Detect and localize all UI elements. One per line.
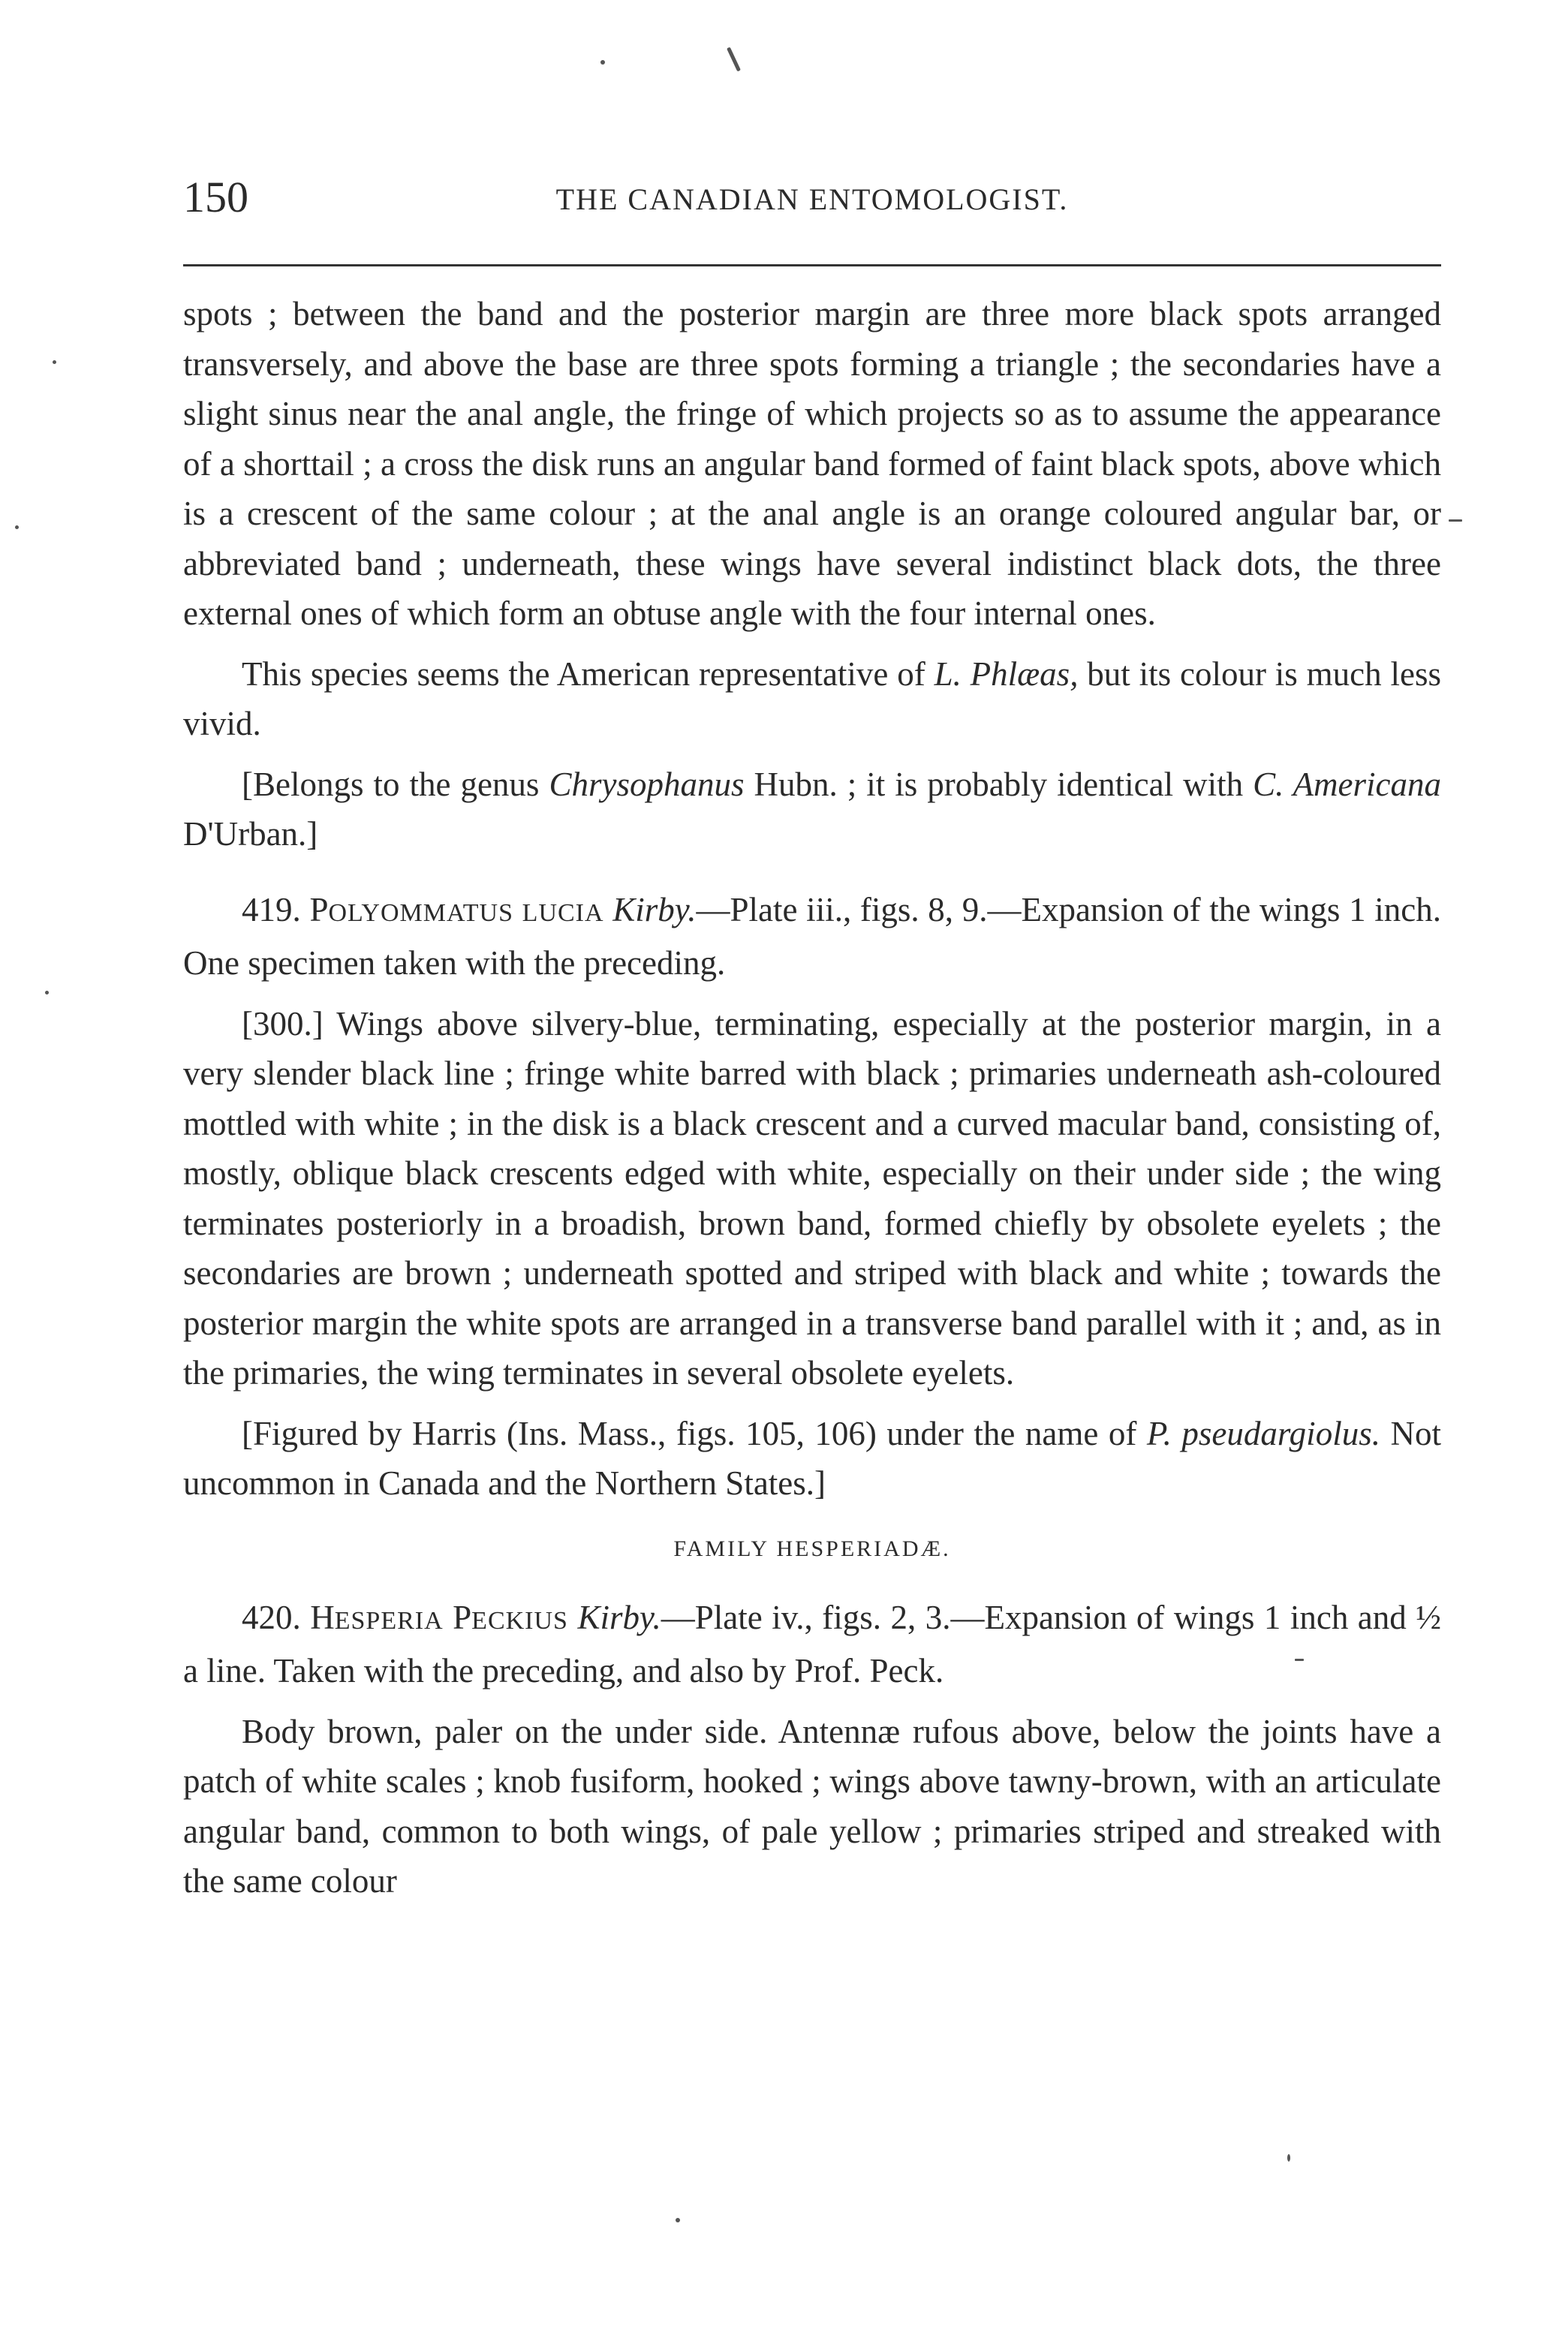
scan-speck (15, 525, 19, 529)
entry-419-harris-note: [Figured by Harris (Ins. Mass., figs. 105, 106) under the name of P. pseudargiolus. Not uncommon in Canada and the Northern States.] (183, 1414, 1441, 1502)
species-name-italic: L. Phlæas, (934, 654, 1079, 693)
genus-name-italic: Chrysophanus (549, 765, 745, 803)
scan-speck (1449, 519, 1462, 522)
scan-speck (600, 60, 605, 65)
entry-420-heading: 420. HESPERIA PECKIUS Kirby.—Plate iv., figs. 2, 3.—Expansion of wings 1 inch and ½ a line. Taken with the preceding, and also by Prof. Peck. (183, 1598, 1442, 1690)
species-smallcaps: LUCIA (522, 898, 604, 927)
paragraph-chrysophanus-note: [Belongs to the genus Chrysophanus Hubn. ; it is probably identical with C. Americana D'Urban.] (183, 765, 1441, 853)
author-name: Kirby. (577, 1598, 661, 1636)
paragraph-phlaeas-note: This species seems the American representative of L. Phlæas, but its colour is much less vivid. (183, 654, 1441, 742)
entry-419-description: [300.] Wings above silvery-blue, terminating, especially at the posterior margin, in a very slender black line ; fringe white barred with black ; primaries underneath ash-coloured mottled with white ; in the disk is a black crescent and a curved macular band, consisting of, mostly, oblique black crescents edged with white, especially on their under side ; the wing terminates posteriorly in a broadish, brown band, formed chiefly by obsolete eyelets ; the secondaries are brown ; underneath spotted and striped with black and white ; towards the posterior margin the white spots are arranged in a transverse band parallel with it ; and, as in the primaries, the wing terminates in several obsolete eyelets. (183, 1004, 1441, 1392)
scan-speck (53, 360, 56, 364)
paragraph-continued: spots ; between the band and the posterior margin are three more black spots arranged transversely, and above the base are three spots forming a triangle ; the secondaries have a slight sinus near the anal angle, the fringe of which projects so as to assume the appearance of a shorttail ; a cross the disk runs an angular band formed of faint black spots, above which is a crescent of the same colour ; at the anal angle is an orange coloured angular bar, or abbreviated band ; underneath, these wings have several indistinct black dots, the three external ones of which form an obtuse angle with the four internal ones. (183, 295, 1441, 632)
species-name-italic: P. pseudargiolus. (1146, 1414, 1380, 1452)
header-rule (183, 264, 1441, 266)
entry-419-heading: 419. POLYOMMATUS LUCIA Kirby.—Plate iii., figs. 8, 9.—Expansion of the wings 1 inch. One specimen taken with the preceding. (183, 890, 1442, 982)
scan-speck (1295, 1659, 1304, 1661)
body-text (183, 289, 1441, 1917)
scan-speck (676, 2218, 680, 2222)
family-heading: FAMILY HESPERIADÆ. (673, 1536, 951, 1561)
page-header (183, 171, 1441, 224)
entry-number: 420. (242, 1598, 301, 1636)
page-number: 150 (183, 173, 248, 221)
author-name: Kirby. (612, 890, 697, 928)
scan-speck (45, 991, 49, 994)
entry-number: 419. (242, 890, 301, 928)
document-page (183, 0, 1441, 2344)
entry-420-description: Body brown, paler on the under side. Antennæ rufous above, below the joints have a patch of white scales ; knob fusiform, hooked ; wings above tawny-brown, with an articulate angular band, common to both wings, of pale yellow ; primaries striped and streaked with the same colour (183, 1712, 1441, 1900)
running-title: THE CANADIAN ENTOMOLOGIST. (555, 182, 1069, 216)
species-name-italic: C. Americana (1253, 765, 1441, 803)
scan-speck (1287, 2154, 1290, 2162)
